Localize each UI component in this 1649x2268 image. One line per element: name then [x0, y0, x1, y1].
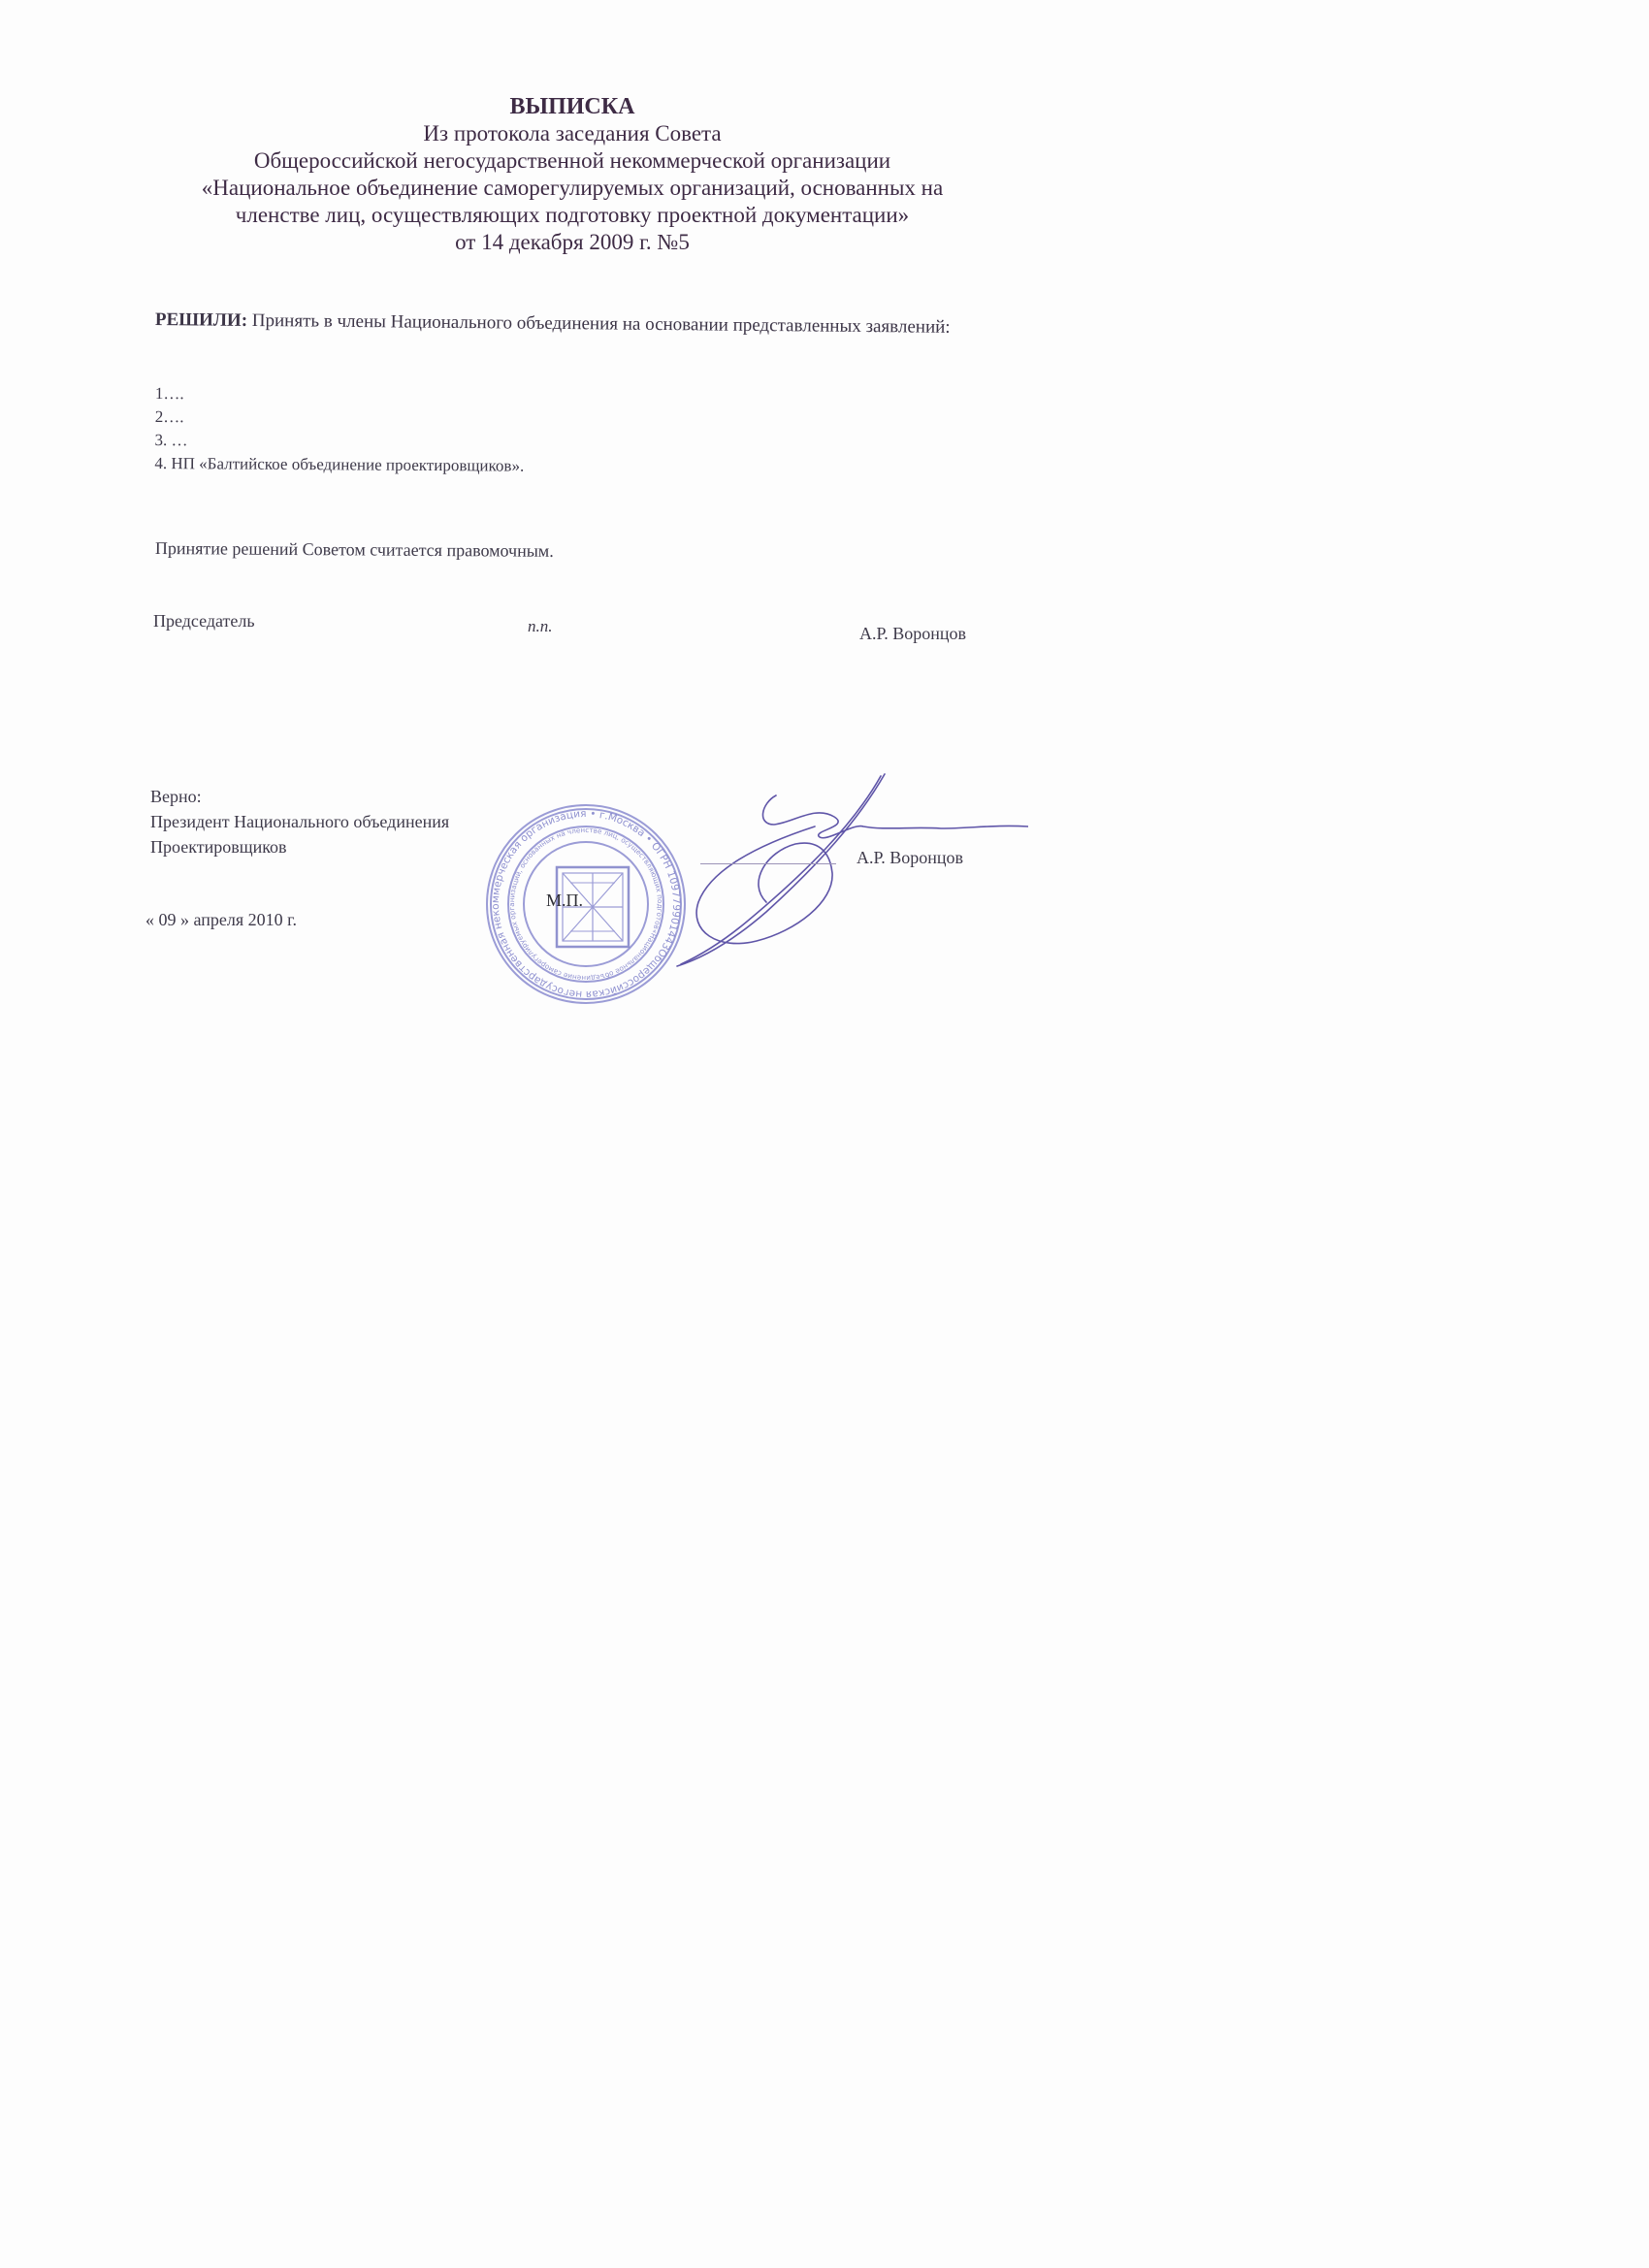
list-item: 3. …: [154, 430, 188, 450]
chairman-name: А.Р. Воронцов: [859, 624, 967, 643]
seal-ring: [487, 805, 685, 1003]
handwritten-signature: [660, 766, 1028, 970]
document-page: [0, 0, 1106, 1521]
certification-date: « 09 » апреля 2010 г.: [146, 910, 297, 929]
certification-block: [150, 784, 449, 859]
legal-note: Принятие решений Советом считается правомочным.: [154, 538, 554, 561]
header-line-3: «Национальное объединение саморегулируемых организаций, основанных на: [201, 176, 944, 200]
header-line-4: членстве лиц, осуществляющих подготовку проектной документации»: [235, 203, 910, 227]
list-item: 1….: [154, 383, 184, 404]
header-line-1: Из протокола заседания Совета: [423, 121, 722, 146]
organization-seal-stamp: [483, 801, 689, 1007]
certification-verified: Верно:: [150, 787, 202, 806]
decision-label: РЕШИЛИ:: [154, 308, 248, 331]
member-list: [154, 382, 525, 478]
header-line-2: Общероссийской негосударственной некоммерческой организации: [253, 148, 891, 173]
header-date-number: от 14 декабря 2009 г. №5: [455, 230, 690, 254]
seal-inner-text: «Национальное объединение саморегулируемых организаций, основанных на членстве лиц, осуществляющих подготовку: [506, 825, 665, 984]
decision-text: Принять в члены Национального объединения на основании представленных заявлений:: [246, 309, 951, 338]
seal-place-mark: М.П.: [546, 891, 584, 910]
signed-mark: п.п.: [528, 617, 553, 635]
chairman-label: Председатель: [153, 611, 255, 631]
document-title: ВЫПИСКА: [509, 94, 635, 119]
decision-paragraph: [155, 308, 1009, 340]
certification-position: Президент Национального объединения: [150, 812, 450, 831]
signature-line: [700, 863, 836, 864]
president-name: А.Р. Воронцов: [857, 848, 964, 867]
seal-outer-text: Общероссийская негосударственная некоммерческая организация • г.Москва • ОГРН 1097799014433: [489, 807, 683, 1001]
document-header: [136, 93, 1009, 256]
list-item: 2….: [154, 406, 184, 427]
list-item: 4. НП «Балтийское объединение проектировщиков».: [154, 453, 525, 475]
certification-position-cont: Проектировщиков: [150, 837, 287, 857]
